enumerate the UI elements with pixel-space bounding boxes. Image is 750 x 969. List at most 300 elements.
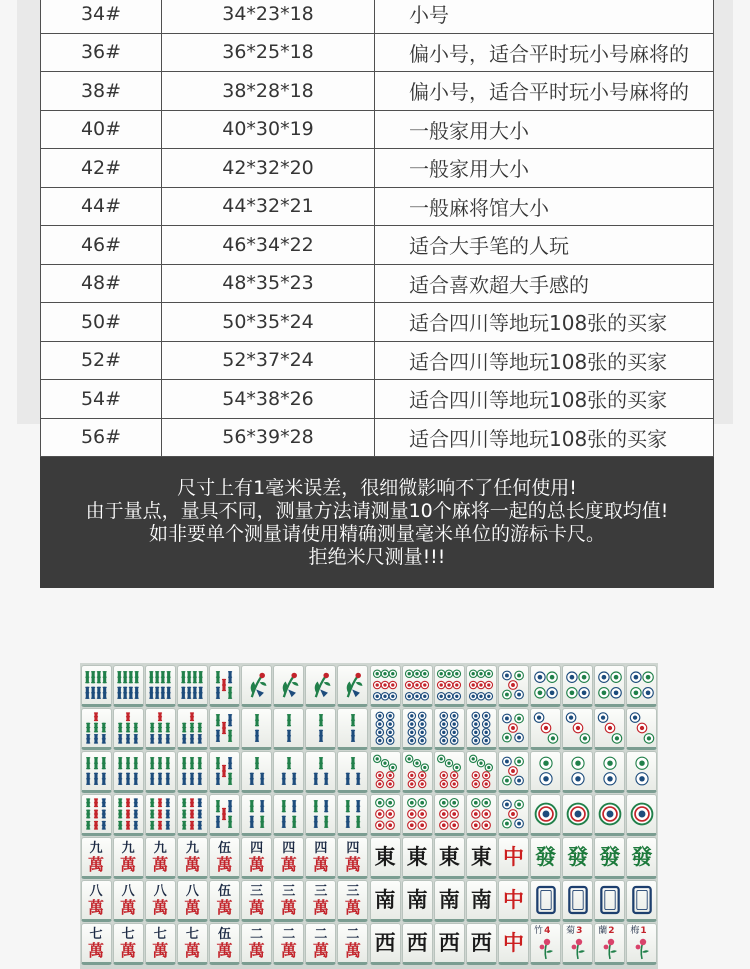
tile-flower-number: 2 (608, 926, 615, 936)
mahjong-tile (209, 751, 240, 793)
tile-honor-char: 東 (470, 845, 492, 869)
circle-dots-icon (629, 796, 655, 832)
mahjong-tile (530, 751, 561, 793)
mahjong-tile (209, 794, 240, 836)
tile-suit-char: 萬 (120, 940, 137, 960)
mahjong-tile (626, 751, 657, 793)
size-model-cell: 34# (41, 0, 162, 34)
mahjong-tile (145, 751, 176, 793)
mahjong-tile (530, 880, 561, 922)
mahjong-tile (241, 837, 272, 879)
mahjong-tile (337, 665, 368, 707)
mahjong-tile (402, 708, 433, 750)
mahjong-tile (498, 880, 529, 922)
mahjong-tile (594, 708, 625, 750)
circle-dots-icon (629, 710, 655, 746)
size-model-cell: 56# (41, 419, 162, 458)
bamboo-icon (340, 796, 366, 832)
tile-numeral-char: 二 (282, 926, 296, 942)
circle-dots-icon (372, 753, 398, 789)
tile-numeral-char: 九 (89, 840, 103, 856)
size-dimensions-cell: 46*34*22 (162, 226, 375, 265)
mahjong-tile (402, 837, 433, 879)
tile-numeral-char: 伍 (217, 883, 231, 899)
circle-dots-icon (565, 710, 591, 746)
mahjong-tile (626, 880, 657, 922)
mahjong-tile (434, 751, 465, 793)
tile-numeral-char: 二 (314, 926, 328, 942)
tile-honor-char: 南 (438, 888, 460, 912)
mahjong-tile (530, 923, 561, 965)
mahjong-tile (626, 708, 657, 750)
size-note-cell: 适合喜欢超大手感的 (375, 265, 714, 304)
tile-suit-char: 萬 (88, 897, 105, 917)
mahjong-tile (626, 923, 657, 965)
mahjong-tile (370, 665, 401, 707)
tile-suit-char: 萬 (312, 940, 329, 960)
tile-honor-char: 東 (406, 845, 428, 869)
circle-dots-icon (597, 710, 623, 746)
mahjong-tile (241, 708, 272, 750)
mahjong-tile (498, 923, 529, 965)
tile-suit-char: 萬 (120, 897, 137, 917)
mahjong-tile (466, 837, 497, 879)
mahjong-tile (466, 923, 497, 965)
tile-honor-char: 西 (374, 931, 396, 955)
circle-dots-icon (404, 796, 430, 832)
mahjong-tile (626, 665, 657, 707)
bamboo-icon (147, 753, 173, 789)
mahjong-tile (370, 837, 401, 879)
tile-numeral-char: 伍 (217, 926, 231, 942)
tile-numeral-char: 三 (282, 883, 296, 899)
tile-suit-char: 萬 (248, 940, 265, 960)
mahjong-tile (177, 880, 208, 922)
circle-dots-icon (597, 796, 623, 832)
tile-honor-char: 中 (502, 845, 524, 869)
mahjong-tile (81, 665, 112, 707)
circle-dots-icon (597, 753, 623, 789)
bamboo-icon (211, 710, 237, 746)
bird-icon (340, 667, 366, 703)
mahjong-tile (466, 751, 497, 793)
mahjong-tile (626, 794, 657, 836)
mahjong-tile (209, 923, 240, 965)
notice-line: 尺寸上有1毫米误差，很细微影响不了任何使用! (177, 477, 577, 499)
tile-numeral-char: 九 (185, 840, 199, 856)
mahjong-tile (530, 837, 561, 879)
flower-icon (567, 936, 589, 960)
mahjong-tile (209, 708, 240, 750)
tile-honor-char: 東 (438, 845, 460, 869)
tile-suit-char: 萬 (184, 897, 201, 917)
mahjong-tile (434, 708, 465, 750)
bamboo-icon (179, 796, 205, 832)
circle-dots-icon (468, 710, 494, 746)
mahjong-tile (241, 923, 272, 965)
circle-dots-icon (533, 710, 559, 746)
size-model-cell: 42# (41, 149, 162, 188)
bamboo-icon (340, 710, 366, 746)
mahjong-tile (81, 708, 112, 750)
mahjong-tile (337, 794, 368, 836)
size-model-cell: 40# (41, 111, 162, 150)
tile-suit-char: 萬 (152, 940, 169, 960)
mahjong-tile (337, 708, 368, 750)
measurement-notice-banner (40, 457, 714, 588)
mahjong-tile (530, 665, 561, 707)
flower-icon (599, 936, 621, 960)
circle-dots-icon (500, 796, 526, 832)
bamboo-icon (147, 796, 173, 832)
tile-suit-char: 萬 (280, 854, 297, 874)
mahjong-tile (370, 708, 401, 750)
tile-numeral-char: 四 (314, 840, 328, 856)
notice-line: 由于量点，量具不同，测量方法请测量10个麻将一起的总长度取均值! (85, 500, 669, 522)
size-dimensions-cell: 42*32*20 (162, 149, 375, 188)
mahjong-tile (402, 923, 433, 965)
circle-dots-icon (533, 753, 559, 789)
mahjong-tile (434, 923, 465, 965)
tile-suit-char: 萬 (152, 897, 169, 917)
mahjong-tile (498, 837, 529, 879)
mahjong-tile (113, 665, 144, 707)
tile-honor-char: 發 (567, 845, 589, 869)
size-dimensions-cell: 34*23*18 (162, 0, 375, 34)
size-dimensions-cell: 48*35*23 (162, 265, 375, 304)
size-note-cell: 适合四川等地玩108张的买家 (375, 380, 714, 419)
mahjong-tile (498, 794, 529, 836)
mahjong-tile (370, 880, 401, 922)
bird-icon (308, 667, 334, 703)
bamboo-icon (179, 667, 205, 703)
bamboo-icon (211, 796, 237, 832)
size-note-cell: 偏小号，适合平时玩小号麻将的 (375, 34, 714, 73)
tile-numeral-char: 四 (250, 840, 264, 856)
bamboo-icon (276, 710, 302, 746)
tile-flower-caption (627, 926, 646, 936)
mahjong-tile (466, 708, 497, 750)
bamboo-icon (276, 796, 302, 832)
circle-dots-icon (565, 667, 591, 703)
bamboo-icon (244, 710, 270, 746)
tile-suit-char: 萬 (248, 854, 265, 874)
mahjong-tile (434, 880, 465, 922)
circle-dots-icon (500, 753, 526, 789)
mahjong-tile (145, 923, 176, 965)
circle-dots-icon (436, 710, 462, 746)
mahjong-tile (594, 923, 625, 965)
mahjong-tile (562, 665, 593, 707)
tile-flower-char: 菊 (566, 926, 576, 936)
tile-suit-char: 萬 (216, 897, 233, 917)
tile-honor-char: 發 (631, 845, 653, 869)
mahjong-tile (241, 794, 272, 836)
tile-numeral-char: 八 (185, 883, 199, 899)
tile-suit-char: 萬 (344, 897, 361, 917)
mahjong-tile (81, 923, 112, 965)
mahjong-tile (177, 708, 208, 750)
circle-dots-icon (404, 753, 430, 789)
tile-suit-char: 萬 (88, 854, 105, 874)
mahjong-tile (241, 880, 272, 922)
size-model-cell: 46# (41, 226, 162, 265)
size-dimensions-cell: 44*32*21 (162, 188, 375, 227)
mahjong-tile (273, 708, 304, 750)
mahjong-tile (466, 794, 497, 836)
size-note-cell: 适合四川等地玩108张的买家 (375, 303, 714, 342)
bamboo-icon (147, 710, 173, 746)
size-dimensions-cell: 56*39*28 (162, 419, 375, 458)
mahjong-tile (594, 880, 625, 922)
tile-honor-char: 中 (502, 888, 524, 912)
circle-dots-icon (533, 667, 559, 703)
tile-numeral-char: 二 (346, 926, 360, 942)
mahjong-tile (273, 923, 304, 965)
circle-dots-icon (565, 796, 591, 832)
tile-suit-char: 萬 (312, 897, 329, 917)
mahjong-tile (626, 837, 657, 879)
size-note-cell: 小号 (375, 0, 714, 34)
bamboo-icon (83, 796, 109, 832)
mahjong-tile (305, 880, 336, 922)
flower-icon (631, 936, 653, 960)
size-note-cell: 偏小号，适合平时玩小号麻将的 (375, 72, 714, 111)
circle-dots-icon (565, 753, 591, 789)
size-model-cell: 54# (41, 380, 162, 419)
mahjong-tile (402, 665, 433, 707)
tile-suit-char: 萬 (280, 897, 297, 917)
mahjong-tile (305, 751, 336, 793)
tile-honor-char: 西 (438, 931, 460, 955)
mahjong-tile (466, 665, 497, 707)
mahjong-tile (305, 708, 336, 750)
size-model-cell: 50# (41, 303, 162, 342)
tile-suit-char: 萬 (216, 854, 233, 874)
circle-dots-icon (404, 710, 430, 746)
circle-dots-icon (500, 667, 526, 703)
tile-suit-char: 萬 (120, 854, 137, 874)
tile-suit-char: 萬 (312, 854, 329, 874)
tile-numeral-char: 八 (89, 883, 103, 899)
mahjong-tile (145, 880, 176, 922)
mahjong-tile (209, 837, 240, 879)
tile-numeral-char: 九 (121, 840, 135, 856)
mahjong-tile (305, 923, 336, 965)
circle-dots-icon (629, 753, 655, 789)
tile-suit-char: 萬 (344, 940, 361, 960)
tile-numeral-char: 七 (121, 926, 135, 942)
mahjong-tile (530, 794, 561, 836)
tile-numeral-char: 伍 (217, 840, 231, 856)
white-dragon-icon (629, 882, 655, 918)
tile-flower-char: 蘭 (598, 926, 608, 936)
mahjong-tile (337, 880, 368, 922)
mahjong-tile (466, 880, 497, 922)
mahjong-tile (273, 665, 304, 707)
mahjong-tile (145, 665, 176, 707)
tile-numeral-char: 七 (89, 926, 103, 942)
size-model-cell: 38# (41, 72, 162, 111)
bamboo-icon (115, 667, 141, 703)
white-dragon-icon (597, 882, 623, 918)
circle-dots-icon (372, 710, 398, 746)
tile-numeral-char: 九 (153, 840, 167, 856)
mahjong-tile (81, 751, 112, 793)
tile-flower-number: 3 (576, 926, 583, 936)
mahjong-tile (498, 708, 529, 750)
mahjong-tile (562, 794, 593, 836)
size-dimensions-cell: 54*38*26 (162, 380, 375, 419)
bamboo-icon (115, 710, 141, 746)
tile-honor-char: 南 (470, 888, 492, 912)
size-dimensions-cell: 38*28*18 (162, 72, 375, 111)
mahjong-tile (177, 837, 208, 879)
circle-dots-icon (372, 796, 398, 832)
size-table (40, 0, 714, 457)
mahjong-tile (113, 880, 144, 922)
tile-numeral-char: 七 (185, 926, 199, 942)
bamboo-icon (308, 753, 334, 789)
notice-line: 如非要单个测量请使用精确测量毫米单位的游标卡尺。 (148, 523, 605, 545)
white-dragon-icon (565, 882, 591, 918)
tile-honor-char: 南 (406, 888, 428, 912)
size-model-cell: 48# (41, 265, 162, 304)
circle-dots-icon (597, 667, 623, 703)
tile-suit-char: 萬 (184, 854, 201, 874)
size-note-cell: 适合大手笔的人玩 (375, 226, 714, 265)
size-model-cell: 44# (41, 188, 162, 227)
bird-icon (276, 667, 302, 703)
mahjong-tile (113, 708, 144, 750)
bird-icon (244, 667, 270, 703)
bamboo-icon (276, 753, 302, 789)
bamboo-icon (244, 753, 270, 789)
bamboo-icon (211, 667, 237, 703)
mahjong-tile (402, 794, 433, 836)
tile-honor-char: 南 (374, 888, 396, 912)
mahjong-tile (434, 665, 465, 707)
mahjong-tile (370, 923, 401, 965)
tile-suit-char: 萬 (152, 854, 169, 874)
mahjong-tile (594, 837, 625, 879)
size-note-cell: 一般家用大小 (375, 149, 714, 188)
circle-dots-icon (533, 796, 559, 832)
mahjong-tile (562, 751, 593, 793)
mahjong-tile (273, 837, 304, 879)
tile-honor-char: 發 (535, 845, 557, 869)
circle-dots-icon (468, 796, 494, 832)
bamboo-icon (340, 753, 366, 789)
mahjong-tile (594, 794, 625, 836)
circle-dots-icon (629, 667, 655, 703)
circle-dots-icon (500, 710, 526, 746)
tile-numeral-char: 二 (250, 926, 264, 942)
tile-numeral-char: 八 (153, 883, 167, 899)
mahjong-tile (530, 708, 561, 750)
mahjong-tile (241, 751, 272, 793)
mahjong-tile (177, 794, 208, 836)
circle-dots-icon (436, 796, 462, 832)
mahjong-tile (177, 923, 208, 965)
tile-honor-char: 發 (599, 845, 621, 869)
mahjong-tile (273, 794, 304, 836)
white-dragon-icon (533, 882, 559, 918)
tile-numeral-char: 三 (250, 883, 264, 899)
tile-numeral-char: 七 (153, 926, 167, 942)
flower-icon (535, 936, 557, 960)
mahjong-tile (177, 751, 208, 793)
size-dimensions-cell: 40*30*19 (162, 111, 375, 150)
tile-honor-char: 東 (374, 845, 396, 869)
mahjong-tile (305, 794, 336, 836)
tile-suit-char: 萬 (280, 940, 297, 960)
tile-suit-char: 萬 (216, 940, 233, 960)
size-note-cell: 一般麻将馆大小 (375, 188, 714, 227)
tile-flower-caption (595, 926, 614, 936)
tile-suit-char: 萬 (88, 940, 105, 960)
bamboo-icon (147, 667, 173, 703)
size-note-cell: 适合四川等地玩108张的买家 (375, 419, 714, 458)
mahjong-tile (177, 665, 208, 707)
tile-flower-char: 梅 (630, 926, 640, 936)
tile-flower-caption (531, 926, 550, 936)
mahjong-tile (498, 751, 529, 793)
mahjong-tile (562, 923, 593, 965)
mahjong-tile (498, 665, 529, 707)
circle-dots-icon (468, 667, 494, 703)
size-dimensions-cell: 36*25*18 (162, 34, 375, 73)
bamboo-icon (115, 796, 141, 832)
mahjong-tile (594, 665, 625, 707)
mahjong-tile (562, 708, 593, 750)
mahjong-tile (209, 880, 240, 922)
tile-numeral-char: 三 (314, 883, 328, 899)
tile-flower-caption (563, 926, 582, 936)
mahjong-tile (337, 923, 368, 965)
size-model-cell: 52# (41, 342, 162, 381)
mahjong-tile (145, 794, 176, 836)
tile-flower-number: 4 (544, 926, 551, 936)
mahjong-tile (434, 837, 465, 879)
circle-dots-icon (404, 667, 430, 703)
notice-line: 拒绝米尺测量!!! (308, 546, 446, 568)
circle-dots-icon (468, 753, 494, 789)
mahjong-tile (562, 837, 593, 879)
bamboo-icon (115, 753, 141, 789)
mahjong-tile (273, 880, 304, 922)
mahjong-tile (337, 751, 368, 793)
tile-numeral-char: 三 (346, 883, 360, 899)
mahjong-tile (145, 837, 176, 879)
mahjong-tile (209, 665, 240, 707)
mahjong-tile (273, 751, 304, 793)
mahjong-tile (370, 751, 401, 793)
bamboo-icon (244, 796, 270, 832)
tile-photo (80, 663, 658, 969)
tile-numeral-char: 四 (282, 840, 296, 856)
size-note-cell: 一般家用大小 (375, 111, 714, 150)
bamboo-icon (179, 753, 205, 789)
circle-dots-icon (436, 753, 462, 789)
mahjong-tile (594, 751, 625, 793)
tile-suit-char: 萬 (248, 897, 265, 917)
bamboo-icon (83, 667, 109, 703)
mahjong-tile (81, 794, 112, 836)
circle-dots-icon (436, 667, 462, 703)
tile-numeral-char: 八 (121, 883, 135, 899)
mahjong-tile (113, 923, 144, 965)
